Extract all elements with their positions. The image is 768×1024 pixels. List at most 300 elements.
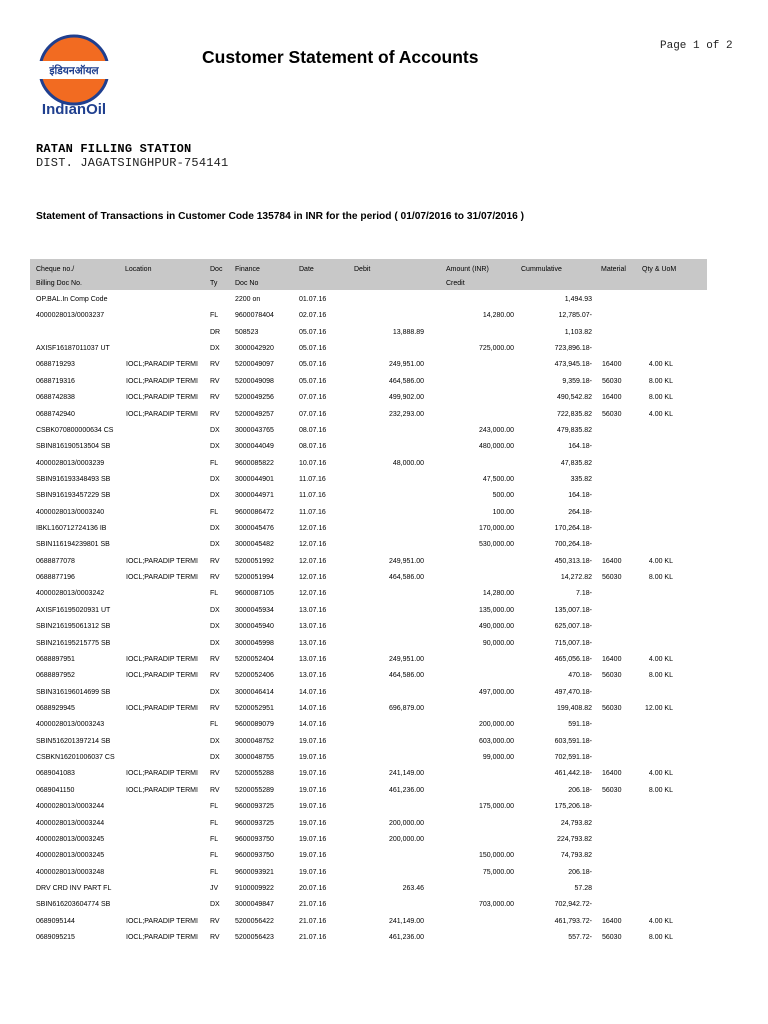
- cheque-cell: 0688719316: [36, 377, 75, 385]
- table-row: [0, 359, 768, 371]
- cumulative-cell: 206.18-: [568, 868, 592, 876]
- cumulative-cell: 702,942.72-: [554, 901, 592, 909]
- date-cell: 13.07.16: [299, 606, 327, 614]
- cheque-cell: 0688929945: [36, 705, 75, 712]
- doc-no-cell: 3000044971: [235, 492, 274, 500]
- cumulative-cell: 465,056.18-: [554, 655, 592, 663]
- table-row: [0, 834, 768, 846]
- doc-no-cell: 3000045482: [235, 541, 274, 549]
- location-cell: IOCL;PARADIP TERMI: [126, 672, 198, 680]
- cumulative-cell: 14,272.82: [560, 574, 592, 582]
- qty-cell: 8.00 KL: [648, 394, 673, 402]
- doc-no-cell: 5200049097: [235, 361, 274, 369]
- table-row: [0, 539, 768, 551]
- debit-cell: 241,149.00: [388, 917, 424, 925]
- date-cell: 19.07.16: [299, 737, 327, 745]
- location-cell: IOCL;PARADIP TERMI: [126, 394, 198, 402]
- credit-cell: 200,000.00: [478, 721, 514, 729]
- doc-no-cell: 5200052951: [235, 705, 274, 712]
- cheque-cell: AXISF16187011037 UT: [36, 345, 110, 353]
- table-row: [0, 441, 768, 453]
- cumulative-cell: 164.18-: [568, 443, 592, 451]
- table-row: [0, 850, 768, 862]
- debit-cell: 464,586.00: [388, 574, 424, 582]
- doc-no-cell: 5200051992: [235, 557, 274, 565]
- date-cell: 08.07.16: [299, 443, 327, 451]
- credit-cell: 480,000.00: [478, 443, 514, 451]
- location-cell: IOCL;PARADIP TERMI: [126, 770, 198, 778]
- table-row: [0, 425, 768, 437]
- doc-type-cell: DX: [210, 639, 220, 647]
- table-row: [0, 670, 768, 682]
- cumulative-cell: 7.18-: [576, 590, 592, 598]
- credit-cell: 175,000.00: [478, 803, 514, 811]
- date-cell: 05.07.16: [299, 345, 327, 353]
- qty-cell: 8.00 KL: [648, 786, 673, 794]
- doc-no-cell: 5200056423: [235, 934, 274, 942]
- table-row: [0, 556, 768, 568]
- material-cell: 16400: [602, 655, 622, 663]
- debit-cell: 249,951.00: [388, 557, 424, 565]
- cumulative-cell: 625,007.18-: [554, 623, 592, 631]
- credit-cell: 135,000.00: [478, 606, 514, 614]
- cumulative-cell: 175,206.18-: [554, 803, 592, 811]
- credit-cell: 14,280.00: [482, 312, 514, 320]
- doc-type-cell: RV: [210, 770, 220, 778]
- customer-name: RATAN FILLING STATION: [36, 142, 192, 156]
- credit-cell: 90,000.00: [482, 639, 514, 647]
- doc-no-cell: 9600087105: [235, 590, 274, 598]
- cumulative-cell: 1,494.93: [564, 296, 592, 303]
- doc-no-cell: 2200 on: [235, 296, 261, 303]
- table-row: [0, 458, 768, 470]
- material-cell: 56030: [602, 672, 622, 680]
- cumulative-cell: 135,007.18-: [554, 606, 592, 614]
- doc-type-cell: FL: [210, 312, 219, 320]
- table-row: [0, 736, 768, 748]
- table-row: [0, 883, 768, 895]
- credit-cell: 100.00: [492, 508, 514, 516]
- table-row: [0, 507, 768, 519]
- cheque-cell: 4000028013/0003245: [36, 835, 105, 843]
- cumulative-cell: 164.18-: [568, 492, 592, 500]
- cheque-cell: 4000028013/0003244: [36, 803, 105, 811]
- credit-cell: 603,000.00: [478, 737, 514, 745]
- doc-type-cell: RV: [210, 557, 220, 565]
- header-billing: Billing Doc No.: [36, 280, 82, 287]
- cheque-cell: IBKL160712724136 IB: [36, 525, 107, 533]
- header-material: Material: [601, 266, 626, 273]
- doc-no-cell: 9600093725: [235, 803, 274, 811]
- credit-cell: 47,500.00: [482, 475, 514, 483]
- table-row: [0, 638, 768, 650]
- material-cell: 56030: [602, 410, 622, 418]
- cumulative-cell: 497,470.18-: [554, 688, 592, 696]
- doc-type-cell: RV: [210, 917, 220, 925]
- cumulative-cell: 9,359.18-: [562, 377, 592, 385]
- doc-no-cell: 5200056422: [235, 917, 274, 925]
- credit-cell: 150,000.00: [478, 852, 514, 860]
- cheque-cell: 0688719293: [36, 361, 75, 369]
- cheque-cell: AXISF16195020931 UT: [36, 606, 111, 614]
- table-row: [0, 818, 768, 830]
- doc-type-cell: RV: [210, 934, 220, 942]
- cumulative-cell: 264.18-: [568, 508, 592, 516]
- credit-cell: 703,000.00: [478, 901, 514, 909]
- doc-no-cell: 9600078404: [235, 312, 274, 320]
- doc-type-cell: FL: [210, 803, 219, 811]
- cheque-cell: 4000028013/0003244: [36, 819, 105, 827]
- doc-type-cell: JV: [210, 884, 219, 892]
- cumulative-cell: 12,785.07-: [558, 312, 592, 320]
- date-cell: 14.07.16: [299, 688, 327, 696]
- qty-cell: 4.00 KL: [648, 557, 673, 565]
- date-cell: 10.07.16: [299, 459, 327, 467]
- cheque-cell: SBIN916193348493 SB: [36, 475, 111, 483]
- doc-no-cell: 508523: [235, 328, 259, 336]
- credit-cell: 170,000.00: [478, 525, 514, 533]
- date-cell: 19.07.16: [299, 868, 327, 876]
- credit-cell: 490,000.00: [478, 623, 514, 631]
- cumulative-cell: 170,264.18-: [554, 525, 592, 533]
- date-cell: 05.07.16: [299, 328, 327, 336]
- table-header: [30, 259, 707, 290]
- doc-type-cell: FL: [210, 868, 219, 876]
- cumulative-cell: 47,835.82: [560, 459, 592, 467]
- table-row: [0, 392, 768, 404]
- material-cell: 16400: [602, 770, 622, 778]
- header-date: Date: [299, 266, 314, 273]
- doc-no-cell: 5200049256: [235, 394, 274, 402]
- table-row: [0, 621, 768, 633]
- doc-type-cell: RV: [210, 705, 220, 712]
- material-cell: 56030: [602, 934, 622, 942]
- date-cell: 08.07.16: [299, 426, 327, 434]
- doc-type-cell: DX: [210, 901, 220, 909]
- doc-no-cell: 3000048755: [235, 754, 274, 762]
- doc-no-cell: 3000045934: [235, 606, 274, 614]
- credit-cell: 75,000.00: [482, 868, 514, 876]
- cheque-cell: 4000028013/0003242: [36, 590, 105, 598]
- cumulative-cell: 715,007.18-: [554, 639, 592, 647]
- debit-cell: 461,236.00: [388, 786, 424, 794]
- debit-cell: 200,000.00: [388, 819, 424, 827]
- cumulative-cell: 206.18-: [568, 786, 592, 794]
- header-debit: Debit: [354, 266, 371, 273]
- date-cell: 21.07.16: [299, 917, 327, 925]
- cheque-cell: 4000028013/0003245: [36, 852, 105, 860]
- qty-cell: 8.00 KL: [648, 934, 673, 942]
- cheque-cell: OP.BAL.In Comp Code: [36, 296, 108, 303]
- doc-type-cell: DX: [210, 475, 220, 483]
- table-row: [0, 899, 768, 911]
- cheque-cell: 4000028013/0003237: [36, 312, 105, 320]
- location-cell: IOCL;PARADIP TERMI: [126, 934, 198, 942]
- header-doc: Doc: [210, 266, 223, 273]
- credit-cell: 500.00: [492, 492, 514, 500]
- header-cheque: Cheque no./: [36, 266, 75, 273]
- cheque-cell: SBIN116194239801 SB: [36, 541, 110, 549]
- doc-no-cell: 9100009922: [235, 884, 274, 892]
- cumulative-cell: 224,793.82: [556, 835, 592, 843]
- date-cell: 13.07.16: [299, 672, 327, 680]
- cumulative-cell: 199,408.82: [556, 705, 592, 712]
- qty-cell: 4.00 KL: [648, 361, 673, 369]
- date-cell: 13.07.16: [299, 655, 327, 663]
- doc-type-cell: FL: [210, 508, 219, 516]
- material-cell: 16400: [602, 394, 622, 402]
- debit-cell: 249,951.00: [388, 361, 424, 369]
- doc-no-cell: 3000044049: [235, 443, 274, 451]
- doc-type-cell: DX: [210, 345, 220, 353]
- doc-type-cell: FL: [210, 819, 219, 827]
- doc-no-cell: 9600089079: [235, 721, 274, 729]
- doc-type-cell: DX: [210, 623, 220, 631]
- debit-cell: 13,888.89: [392, 328, 424, 336]
- page-title: Customer Statement of Accounts: [202, 47, 479, 67]
- cumulative-cell: 591.18-: [568, 721, 592, 729]
- doc-type-cell: DX: [210, 688, 220, 696]
- location-cell: IOCL;PARADIP TERMI: [126, 557, 198, 565]
- doc-type-cell: FL: [210, 835, 219, 843]
- doc-type-cell: RV: [210, 410, 220, 418]
- cheque-cell: 0688897951: [36, 655, 75, 663]
- location-cell: IOCL;PARADIP TERMI: [126, 361, 198, 369]
- table-row: [0, 867, 768, 879]
- doc-no-cell: 5200051994: [235, 574, 274, 582]
- date-cell: 07.07.16: [299, 410, 327, 418]
- date-cell: 19.07.16: [299, 835, 327, 843]
- date-cell: 07.07.16: [299, 394, 327, 402]
- cheque-cell: 0688897952: [36, 672, 75, 680]
- table-row: [0, 588, 768, 600]
- doc-type-cell: DX: [210, 525, 220, 533]
- doc-no-cell: 3000045476: [235, 525, 274, 533]
- cheque-cell: SBIN216195061312 SB: [36, 623, 111, 631]
- credit-cell: 14,280.00: [482, 590, 514, 598]
- doc-no-cell: 9600086472: [235, 508, 274, 516]
- table-row: [0, 310, 768, 322]
- cumulative-cell: 723,896.18-: [554, 345, 592, 353]
- header-credit: Credit: [446, 280, 465, 287]
- table-row: [0, 294, 768, 306]
- cheque-cell: CSBKN16201006037 CS: [36, 754, 115, 762]
- page-number: Page 1 of 2: [660, 40, 733, 52]
- qty-cell: 4.00 KL: [648, 410, 673, 418]
- qty-cell: 8.00 KL: [648, 377, 673, 385]
- date-cell: 12.07.16: [299, 525, 327, 533]
- doc-no-cell: 3000045940: [235, 623, 274, 631]
- doc-type-cell: RV: [210, 361, 220, 369]
- debit-cell: 232,293.00: [388, 410, 424, 418]
- date-cell: 21.07.16: [299, 934, 327, 942]
- doc-type-cell: RV: [210, 672, 220, 680]
- doc-no-cell: 5200055288: [235, 770, 274, 778]
- cumulative-cell: 57.28: [574, 884, 592, 892]
- table-row: [0, 768, 768, 780]
- doc-type-cell: DX: [210, 754, 220, 762]
- qty-cell: 8.00 KL: [648, 672, 673, 680]
- cumulative-cell: 335.82: [570, 475, 592, 483]
- date-cell: 05.07.16: [299, 377, 327, 385]
- cumulative-cell: 461,442.18-: [554, 770, 592, 778]
- location-cell: IOCL;PARADIP TERMI: [126, 410, 198, 418]
- cumulative-cell: 490,542.82: [556, 394, 592, 402]
- doc-no-cell: 9600093750: [235, 852, 274, 860]
- date-cell: 19.07.16: [299, 852, 327, 860]
- table-row: [0, 327, 768, 339]
- cheque-cell: SBIN516201397214 SB: [36, 737, 111, 745]
- location-cell: IOCL;PARADIP TERMI: [126, 377, 198, 385]
- cumulative-cell: 603,591.18-: [554, 737, 592, 745]
- cumulative-cell: 479,835.82: [556, 426, 592, 434]
- cumulative-cell: 461,793.72-: [554, 917, 592, 925]
- table-row: [0, 572, 768, 584]
- qty-cell: 4.00 KL: [648, 770, 673, 778]
- cheque-cell: 4000028013/0003239: [36, 459, 105, 467]
- cumulative-cell: 557.72-: [568, 934, 592, 942]
- header-amount: Amount (INR): [446, 266, 489, 273]
- material-cell: 56030: [602, 786, 622, 794]
- debit-cell: 464,586.00: [388, 672, 424, 680]
- table-row: [0, 785, 768, 797]
- doc-no-cell: 3000042920: [235, 345, 274, 353]
- cheque-cell: 0688742838: [36, 394, 75, 402]
- debit-cell: 263.46: [402, 884, 424, 892]
- table-row: [0, 654, 768, 666]
- doc-type-cell: DX: [210, 737, 220, 745]
- table-row: [0, 474, 768, 486]
- doc-type-cell: FL: [210, 852, 219, 860]
- location-cell: IOCL;PARADIP TERMI: [126, 917, 198, 925]
- cumulative-cell: 473,945.18-: [554, 361, 592, 369]
- cheque-cell: 4000028013/0003243: [36, 721, 105, 729]
- cheque-cell: 0689095144: [36, 917, 75, 925]
- brand-name: IndianOil: [41, 101, 107, 118]
- table-row: [0, 916, 768, 928]
- doc-no-cell: 3000045998: [235, 639, 274, 647]
- credit-cell: 497,000.00: [478, 688, 514, 696]
- location-cell: IOCL;PARADIP TERMI: [126, 574, 198, 582]
- cumulative-cell: 24,793.82: [560, 819, 592, 827]
- table-row: [0, 687, 768, 699]
- qty-cell: 12.00 KL: [644, 705, 673, 712]
- doc-type-cell: DX: [210, 443, 220, 451]
- cheque-cell: 0688742940: [36, 410, 75, 418]
- date-cell: 02.07.16: [299, 312, 327, 320]
- doc-no-cell: 3000044901: [235, 475, 274, 483]
- table-row: [0, 719, 768, 731]
- debit-cell: 48,000.00: [392, 459, 424, 467]
- date-cell: 12.07.16: [299, 574, 327, 582]
- doc-no-cell: 3000046414: [235, 688, 274, 696]
- debit-cell: 461,236.00: [388, 934, 424, 942]
- table-row: [0, 932, 768, 944]
- table-row: [0, 752, 768, 764]
- cheque-cell: SBIN616203604774 SB: [36, 901, 111, 909]
- material-cell: 56030: [602, 574, 622, 582]
- date-cell: 19.07.16: [299, 819, 327, 827]
- date-cell: 13.07.16: [299, 623, 327, 631]
- doc-no-cell: 5200049257: [235, 410, 274, 418]
- customer-address: DIST. JAGATSINGHPUR-754141: [36, 156, 229, 170]
- cheque-cell: SBIN916193457229 SB: [36, 492, 111, 500]
- table-row: [0, 801, 768, 813]
- debit-cell: 499,902.00: [388, 394, 424, 402]
- header-location: Location: [125, 266, 152, 273]
- doc-no-cell: 9600093725: [235, 819, 274, 827]
- cheque-cell: 0689041150: [36, 786, 75, 794]
- doc-no-cell: 3000048752: [235, 737, 274, 745]
- material-cell: 16400: [602, 557, 622, 565]
- date-cell: 12.07.16: [299, 557, 327, 565]
- cumulative-cell: 702,591.18-: [554, 754, 592, 762]
- cheque-cell: DRV CRD INV PART FL: [36, 884, 112, 892]
- credit-cell: 530,000.00: [478, 541, 514, 549]
- material-cell: 16400: [602, 361, 622, 369]
- date-cell: 13.07.16: [299, 639, 327, 647]
- location-cell: IOCL;PARADIP TERMI: [126, 705, 198, 712]
- table-row: [0, 605, 768, 617]
- date-cell: 12.07.16: [299, 541, 327, 549]
- credit-cell: 99,000.00: [482, 754, 514, 762]
- header-docno: Doc No: [235, 280, 259, 287]
- doc-type-cell: RV: [210, 786, 220, 794]
- cheque-cell: 0688877078: [36, 557, 75, 565]
- doc-type-cell: DX: [210, 606, 220, 614]
- cumulative-cell: 1,103.82: [564, 328, 592, 336]
- doc-type-cell: FL: [210, 590, 219, 598]
- credit-cell: 243,000.00: [478, 426, 514, 434]
- doc-no-cell: 9600085822: [235, 459, 274, 467]
- cheque-cell: CSBK070800000634 CS: [36, 426, 114, 434]
- date-cell: 01.07.16: [299, 296, 327, 303]
- header-finance: Finance: [235, 266, 260, 273]
- credit-cell: 725,000.00: [478, 345, 514, 353]
- cumulative-cell: 700,264.18-: [554, 541, 592, 549]
- doc-type-cell: DX: [210, 541, 220, 549]
- header-ty: Ty: [210, 280, 218, 287]
- doc-no-cell: 5200052404: [235, 655, 274, 663]
- debit-cell: 696,879.00: [388, 705, 424, 712]
- cheque-cell: 0689041083: [36, 770, 75, 778]
- material-cell: 16400: [602, 917, 622, 925]
- header-cummulative: Cummulative: [521, 266, 562, 273]
- debit-cell: 464,586.00: [388, 377, 424, 385]
- cheque-cell: 0689095215: [36, 934, 75, 942]
- date-cell: 11.07.16: [299, 492, 326, 500]
- cumulative-cell: 470.18-: [568, 672, 592, 680]
- date-cell: 11.07.16: [299, 508, 326, 516]
- table-row: [0, 376, 768, 388]
- cumulative-cell: 722,835.82: [556, 410, 592, 418]
- date-cell: 19.07.16: [299, 803, 327, 811]
- debit-cell: 249,951.00: [388, 655, 424, 663]
- doc-no-cell: 5200049098: [235, 377, 274, 385]
- doc-type-cell: DR: [210, 328, 221, 336]
- table-row: [0, 490, 768, 502]
- table-row: [0, 409, 768, 421]
- cumulative-cell: 74,793.82: [560, 852, 592, 860]
- table-row: [0, 343, 768, 355]
- doc-type-cell: DX: [210, 426, 220, 434]
- table-row: [0, 523, 768, 535]
- cheque-cell: SBIN216195215775 SB: [36, 639, 111, 647]
- date-cell: 12.07.16: [299, 590, 327, 598]
- date-cell: 19.07.16: [299, 754, 327, 762]
- material-cell: 56030: [602, 377, 622, 385]
- doc-type-cell: RV: [210, 655, 220, 663]
